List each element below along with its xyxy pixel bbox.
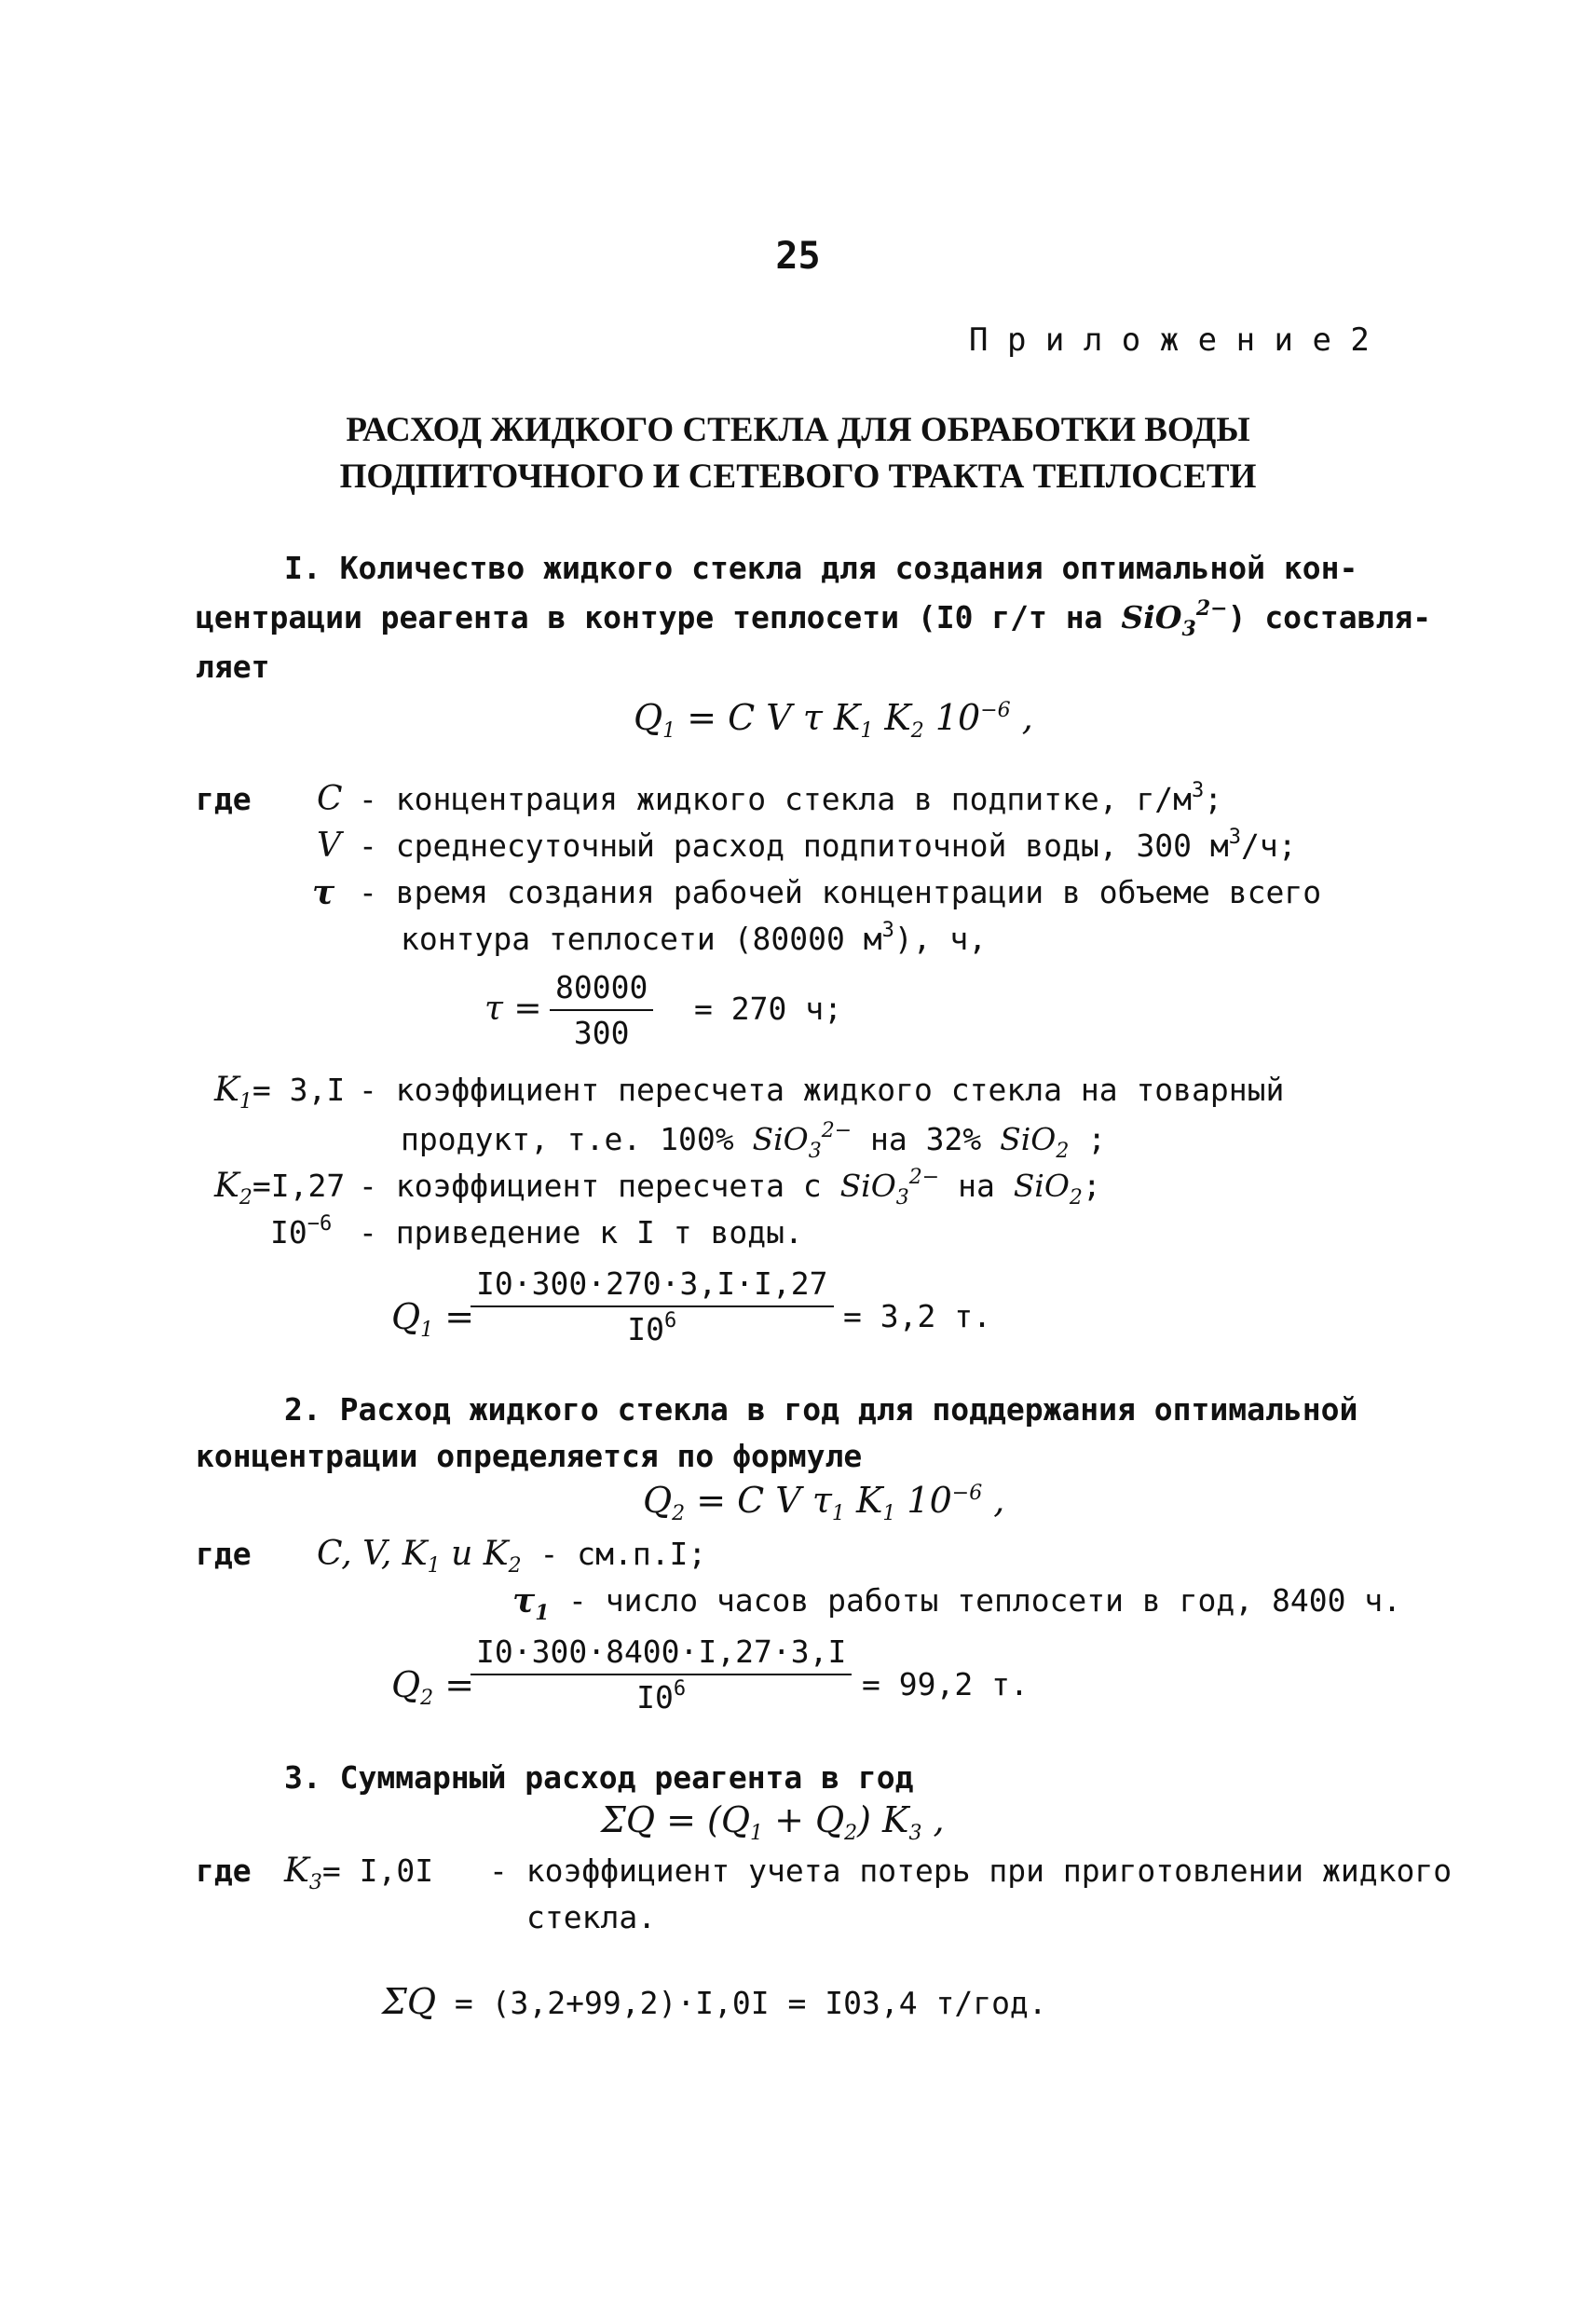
def-ten-pow: - приведение к I т воды.: [359, 1214, 803, 1251]
page-title-line-2: ПОДПИТОЧНОГО И СЕТЕВОГО ТРАКТА ТЕПЛОСЕТИ: [339, 458, 1257, 496]
total-result: ΣQ = (3,2+99,2)·I,0I = I03,4 т/год.: [382, 1981, 1047, 2022]
def-k3-line-2: стекла.: [526, 1899, 657, 1935]
tau-numerator: 80000: [550, 969, 653, 1011]
sym-ten-pow: $I0^{-6}$: [270, 1212, 333, 1251]
page-number: 25: [775, 235, 821, 278]
def-tau1: - число часов работы теплосети в год, 8400 ч.: [568, 1582, 1402, 1619]
calc2-denominator: $I0^6$: [636, 1677, 687, 1715]
s3-line-1: 3. Суммарный расход реагента в год: [284, 1759, 914, 1796]
def-v: - среднесуточный расход подпиточной воды, 300 $м^3/ч$;: [359, 826, 1297, 864]
s1-line-2: центрации реагента в контуре теплосети (I0 г/т на SiO$_3^{2-}$) составля-: [196, 596, 1432, 641]
def-k3-line-1: - коэффициент учета потерь при приготовлении жидкого: [489, 1852, 1453, 1889]
s2-refs: C, V, $K_1$ и $K_2 - см.п.I$;: [317, 1535, 707, 1578]
where-label-1: где: [196, 781, 252, 817]
calc1-result: = 3,2 т.: [843, 1298, 991, 1334]
calc1-fraction: [471, 1265, 834, 1347]
sym-v: V: [317, 827, 341, 865]
formula-sum: $\Sigma Q = (Q_1 + Q_2)$ $K_3$ ,: [601, 1799, 945, 1845]
def-k1-line-1: - коэффициент пересчета жидкого стекла на товарный: [359, 1072, 1285, 1108]
where-label-3: где: [196, 1852, 252, 1889]
calc1-lhs: $Q_1$ =: [391, 1296, 475, 1342]
tau-eq-sym: τ =: [484, 990, 542, 1028]
s2-line-1: 2. Расход жидкого стекла в год для поддержания оптимальной: [284, 1391, 1358, 1428]
def-k2: - коэффициент пересчета с SiO$_3^{2-}$ на SiO$_2$;: [359, 1166, 1101, 1210]
s1-line-1: I. Количество жидкого стекла для создания оптимальной кон-: [284, 550, 1358, 586]
k3-value: $K_3= I,0I$: [284, 1852, 434, 1894]
calc2-fraction: [471, 1633, 852, 1715]
formula-q1: $Q_1 = C$ V τ $K_1$ $K_2$ $10^{-6}$ ,: [634, 697, 1033, 743]
where-label-2: где: [196, 1536, 252, 1572]
calc2-lhs: $Q_2$ =: [391, 1664, 475, 1710]
def-k1-line-2: продукт, т.е. 100% SiO$_3^{2-}$ на 32% SiO$_2$ ;: [401, 1119, 1107, 1163]
k2-value: $K_2=I,27$: [214, 1167, 346, 1210]
def-tau-line-1: - время создания рабочей концентрации в объеме всего: [359, 874, 1322, 910]
appendix-label: П р и л о ж е н и е 2: [969, 321, 1370, 359]
s2-line-2: концентрации определяется по формуле: [196, 1438, 863, 1474]
calc1-denominator: $I0^6$: [627, 1309, 677, 1347]
calc2-numerator: I0·300·8400·I,27·3,I: [471, 1633, 852, 1675]
page-title-line-1: РАСХОД ЖИДКОГО СТЕКЛА ДЛЯ ОБРАБОТКИ ВОДЫ: [346, 411, 1250, 449]
tau-denominator: 300: [573, 1015, 630, 1051]
sym-tau: τ: [312, 873, 335, 912]
def-c: - концентрация жидкого стекла в подпитке, $г/м^3$;: [359, 779, 1223, 817]
calc2-result: = 99,2 т.: [862, 1666, 1029, 1702]
tau-result: = 270 ч;: [694, 991, 842, 1027]
k1-value: $K_1= 3,I$: [214, 1071, 346, 1114]
sym-c: C: [317, 780, 343, 818]
calc1-numerator: I0·300·270·3,I·I,27: [471, 1265, 834, 1307]
sym-tau1: $\tau_1$: [512, 1581, 550, 1625]
tau-fraction: [550, 969, 653, 1051]
def-tau-line-2: контура теплосети (80000 $м^3$), ч,: [401, 919, 988, 957]
s1-line-3: ляет: [196, 649, 270, 685]
formula-q2: $Q_2 = C$ V $\tau_1$ $K_1$ $10^{-6}$ ,: [643, 1480, 1005, 1525]
